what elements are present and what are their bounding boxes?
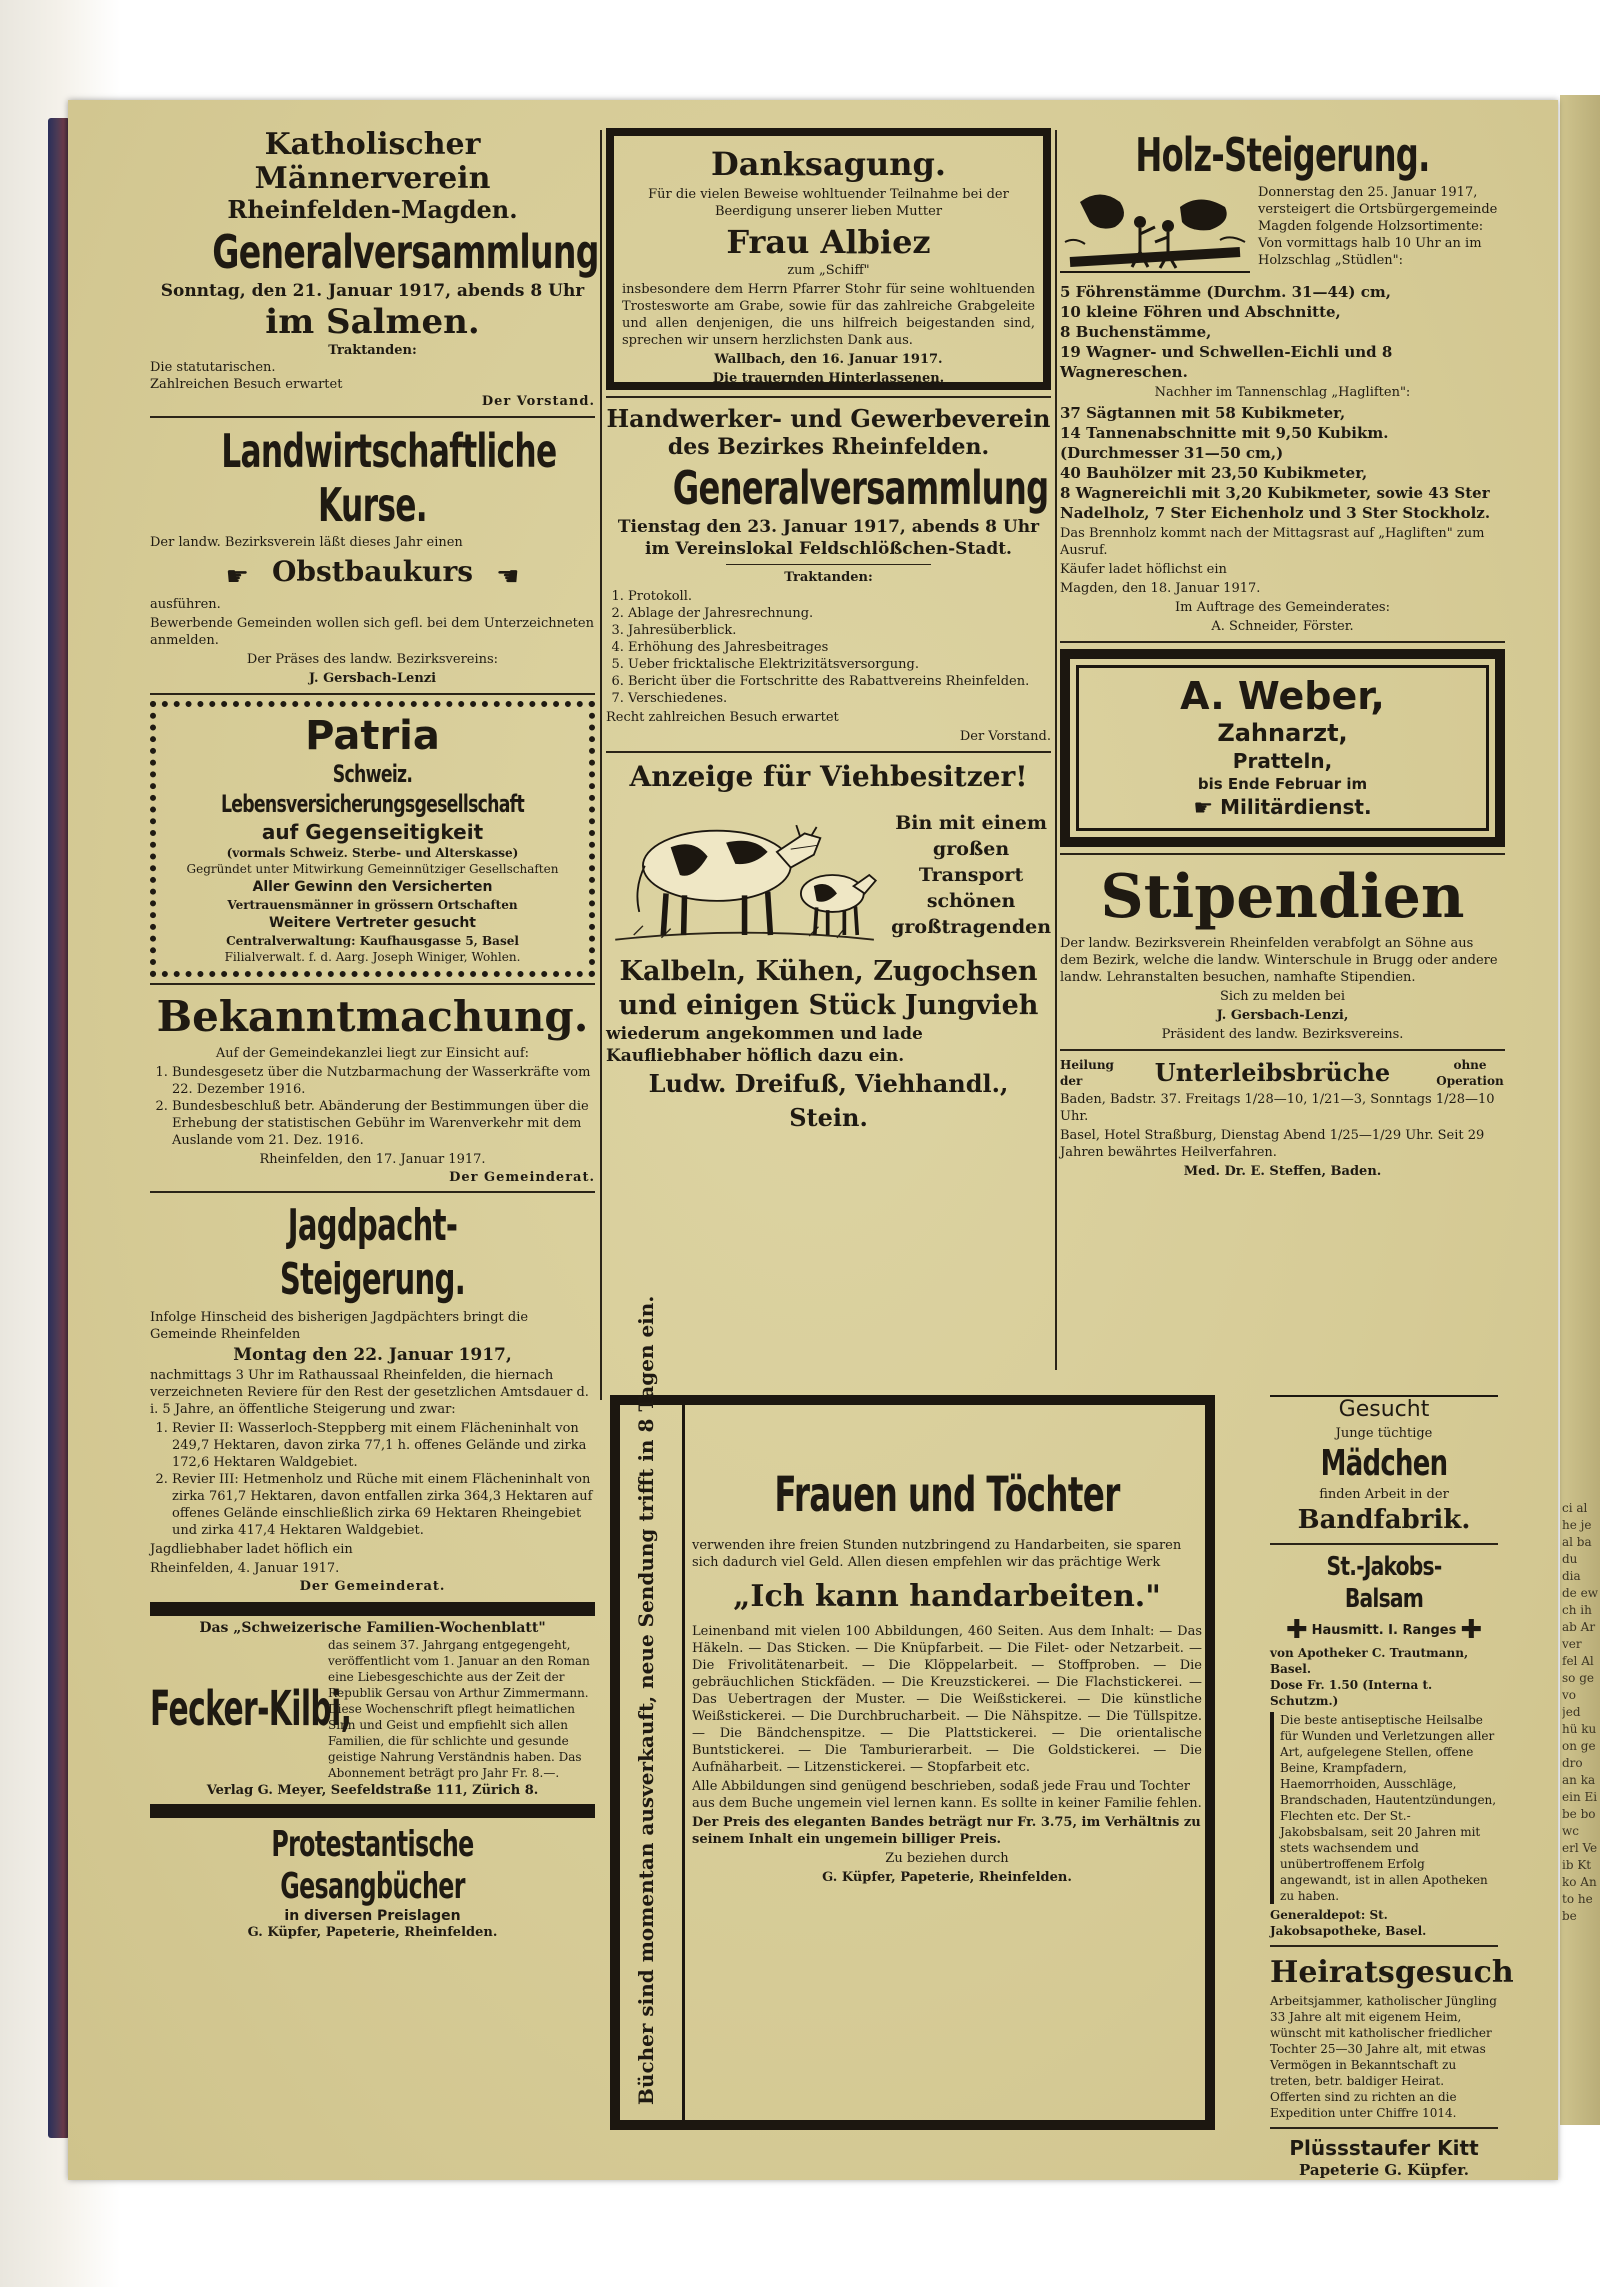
ad-date: Sonntag, den 21. Januar 1917, abends 8 Uhr [160,281,585,301]
basel-hours: Basel, Hotel Straßburg, Dienstag Abend 1/25—1/29 Uhr. Seit 29 Jahren bewährtes Heilverfahren. [1060,1127,1485,1160]
ad-gesucht [1270,1395,1498,1537]
contact-text: Sich zu melden bei [1219,988,1346,1004]
ad-subtitle: Rheinfelden-Magden. [227,195,518,224]
ad-katholischer-maennerverein [150,127,599,410]
ad-heading: Generalversammlung [212,225,599,279]
ad-heading: Stipendien [1100,861,1465,932]
ad-intro: Für die vielen Beweise wohltuender Teilnahme bei der Beerdigung unserer lieben Mutter [648,187,1009,219]
ad-tail: Jagdliebhaber ladet höflich ein [150,1541,353,1557]
ad-body: Die beste antiseptische Heilsalbe für Wunden und Verletzungen aller Art, aufgelegene Stellen, offene Beine, Krampfadern, Haemorrhoiden, Ausschläge, Brandschaden, Hautentzündungen, Flechten etc. Der St.-Jakobsbalsam, seit 20 Jahren mit stets wachsendem und unübertroffenem Erfolg angewandt, ist in allen Apotheken zu haben. [1270,1712,1498,1904]
ad-heading: Plüssstaufer Kitt [1289,2136,1479,2160]
ad-heiratsgesuch [1270,1953,1514,2121]
signature: Med. Dr. E. Steffen, Baden. [1183,1163,1382,1179]
dentist-name: A. Weber, [1180,674,1385,718]
ad-patria [150,701,595,977]
ad-text: das seinem 37. Jahrgang entgegengeht, veröffentlicht vom 1. Januar an den Roman eine Liebesgeschichte aus der Zeit der Republik Gersau von Arthur Zimmermann. Diese Wochenschrift pflegt heimatlichen Sinn und Geist und empfiehlt sich allen Familien, die für schlichte und gesunde geistige Nahrung Verständnis haben. Das Abonnement beträgt pro Jahr Fr. 8.—. [328,1637,590,1780]
ad-text-1: ausführen. [150,596,221,612]
ad-subtitle: des Bezirkes Rheinfelden. [667,434,990,460]
pointing-hand-left-icon: ☚ [496,561,520,592]
ad-danksagung [606,128,1051,390]
ad-intro: verwenden ihre freien Stunden nutzbringend zu Handarbeiten, sie sparen sich dadurch viel Geld. Allen diesen empfehlen wir das prächtige Werk [692,1538,1182,1570]
ad-kitt [1270,2135,1498,2179]
ad-date: Tienstag den 23. Januar 1917, abends 8 Uhr [617,517,1040,537]
signature-title: Präsident des landw. Bezirksvereins. [1161,1026,1404,1042]
ad-body: insbesondere dem Herrn Pfarrer Stohr für seine wohltuenden Trostesworte am Grabe, sowie für das zahlreiche Grabgeleite und allen denjenigen, die uns hilfreich beigestanden sind, sprechen wir unsern herzlichsten Dank aus. [622,282,1035,348]
agenda-item: 2. Ablage der Jahresrechnung. [628,605,1051,622]
ad-intro: Auf der Gemeindekanzlei liegt zur Einsicht auf: [215,1045,530,1061]
dentist-job: Zahnarzt, [1217,719,1348,747]
course-name: Obstbaukurs [271,555,474,588]
pointing-hand-icon: ☛ [225,561,249,592]
deceased-name: Frau Albiez [726,223,931,261]
ad-bekanntmachung [150,991,595,1185]
ad-body: nachmittags 3 Uhr im Rathaussaal Rheinfelden, die hiernach verzeichneten Reviere für den Rest der gesetzlichen Amtsdauer d. i. 5 Jahre, an öffentliche Steigerung und zwar: [150,1367,589,1417]
ad-heading: Anzeige für Viehbesitzer! [629,760,1028,793]
ad-weber [1060,649,1505,847]
signature: Der Gemeinderat. [299,1578,446,1594]
ad-body: Der landw. Bezirksverein Rheinfelden verabfolgt an Söhne aus dem Bezirk, welche die landw. Winterschule in Brugg oder andere landw. Lehranstalten besuchen, namhafte Stipendien. [1060,935,1498,985]
ad-text-3: Der Präses des landw. Bezirksvereins: [246,651,499,667]
ad-side-text: Bin mit einem großen Transport schönen großtragenden [891,812,1052,938]
ad-heading: Generalversammlung [672,461,1049,515]
book-title: „Ich kann handarbeiten." [733,1579,1161,1614]
ad-date: Rheinfelden, den 17. Januar 1917. [259,1151,486,1167]
cross-icon: ✚ [1285,1615,1308,1645]
cattle-illustration [606,795,883,955]
agenda-label: Traktanden: [784,570,873,585]
baden-hours: Baden, Badstr. 37. Freitags 1/28—10, 1/21—3, Sonntags 1/28—10 Uhr. [1060,1091,1495,1124]
signature: Der Gemeinderat. [449,1169,595,1185]
ad-heading: Gesucht [1338,1397,1430,1422]
agenda-item: 3. Jahresüberblick. [628,622,1051,639]
publisher: Verlag G. Meyer, Seefeldstraße 111, Zürich 8. [206,1782,539,1798]
agenda-label: Traktanden: [328,343,417,358]
revier-item-2: 2. Revier III: Hetmenholz und Rüche mit einem Flächeninhalt von zirka 761,7 Hektaren, davon entfallen zirka 364,3 Hektaren auf offenes Gelände einschließlich zirka 69 Hektaren Rheingebiet und zirka 417,4 Hektaren Waldgebiet. [172,1471,595,1539]
agenda-item: 4. Erhöhung des Jahresbeitrages [628,639,1051,656]
woodcutters-illustration [1060,182,1250,282]
ad-intro: Donnerstag den 25. Januar 1917, versteigert die Ortsbürgergemeinde Magden folgende Holzsortimente: Von vormittags halb 10 Uhr an im Holzschlag „Stüdlen": [1258,185,1498,268]
lot-line: 10 kleine Föhren und Abschnitte, [1060,303,1341,321]
signature: J. Gersbach-Lenzi, [1216,1007,1349,1023]
ad-gesangbuecher [150,1824,595,1941]
dentist-until: bis Ende Februar im [1197,775,1368,793]
ad-place: im Salmen. [265,302,480,342]
ad-heading: Frauen und Töchter [774,1467,1120,1523]
patria-line-5: Aller Gewinn den Versicherten [252,878,493,895]
notice-item-2: 2. Bundesbeschluß betr. Abänderung der Bestimmungen über die Erhebung der statistischen Gebühr im Warenverkehr mit dem Auslande vom 21. Dez. 1916. [172,1098,595,1149]
patria-line-1: Schweiz. Lebensversicherungsgesellschaft [220,759,525,818]
signature: Der Vorstand. [481,394,595,409]
lot-line: 19 Wagner- und Schwellen-Eichli und 8 Wagnereschen. [1060,343,1393,381]
ad-holz-steigerung [1060,128,1505,635]
book-spine [48,118,70,2138]
ad-place: Rheinfelden, 4. Januar 1917. [150,1560,340,1576]
ad-line-1: Junge tüchtige [1335,1426,1433,1441]
ad-big: Mädchen [1320,1443,1448,1484]
column-rule-1 [600,130,602,1400]
ad-intro: Infolge Hinscheid des bisherigen Jagdpächters bringt die Gemeinde Rheinfelden [150,1309,529,1342]
ad-line: Hausmitt. I. Ranges [1311,1622,1457,1638]
dentist-place: Pratteln, [1232,749,1333,773]
patria-line-3: (vormals Schweiz. Sterbe- und Alterskasse) [226,845,519,860]
ad-right-label: ohne Operation [1436,1057,1504,1088]
ad-price: Der Preis des eleganten Bandes beträgt nur Fr. 3.75, im Verhältnis zu seinem Inhalt ein ungemein billiger Preis. [692,1815,1201,1847]
column-1 [150,127,599,1941]
ad-title: Handwerker- und Gewerbeverein [606,404,1051,433]
ad-heading: St.-Jakobs-Balsam [1326,1552,1442,1614]
agenda-list [628,588,1051,707]
dentist-service: Militärdienst. [1220,795,1372,819]
agenda-item: 1. Protokoll. [628,588,1051,605]
ad-date: Magden, den 18. Januar 1917. [1060,581,1261,596]
seller: G. Küpfer, Papeterie, Rheinfelden. [822,1870,1072,1885]
revier-item-1: 1. Revier II: Wasserloch-Steppberg mit einem Flächeninhalt von 249,7 Hektaren, davon zirka 77,1 h. offenes Gelände und zirka 172,6 Hektaren Waldgebiet. [172,1420,595,1471]
ad-note: Alle Abbildungen sind genügend beschrieben, sodaß jede Frau und Tochter aus dem Buche ungemein viel lernen kann. Es sollte in keiner Familie fehlen. [692,1779,1202,1811]
black-bar-2 [150,1804,595,1818]
column-2 [606,128,1051,1135]
ad-heading: Holz-Steigerung. [1135,128,1430,182]
invite-text: Recht zahlreichen Besuch erwartet [606,710,839,725]
ad-heading: Heiratsgesuch [1270,1955,1514,1990]
ad-title: Fecker-Kilbi, [150,1680,352,1737]
ad-big-text: Kalbeln, Kühen, Zugochsen und einigen Stück Jungvieh [618,956,1039,1021]
column-rule-2 [1055,130,1057,1370]
maker: von Apotheker C. Trautmann, Basel. [1270,1646,1469,1676]
authority: Im Auftrage des Gemeinderates: [1175,600,1390,615]
ad-firm: Bandfabrik. [1297,1505,1471,1535]
patria-line-8: Centralverwaltung: Kaufhausgasse 5, Basel [226,933,519,948]
invite-text: Zahlreichen Besuch erwartet [150,377,343,392]
ad-body: Arbeitsjammer, katholischer Jüngling 33 Jahre alt mit eigenem Heim, wünscht mit katholischer friedlicher Tochter 25—30 Jahre alt, mit etwas Vermögen in Bekanntschaft zu treten, betr. baldiger Heirat. Offerten sind zu richten an die Expedition unter Chiffre 1014. [1270,1994,1497,2120]
ad-side-banner: Bücher sind momentan ausverkauft, neue Sendung trifft in 8 Tagen ein. [634,1295,658,2105]
agenda-text: Die statutarischen. [150,360,276,375]
ad-text: Das Brennholz kommt nach der Mittagsrast auf „Hagliften" zum Ausruf. [1060,526,1485,558]
lot-line: 37 Sägtannen mit 58 Kubikmeter, [1060,404,1346,422]
ad-title: Katholischer Männerverein [254,127,491,196]
signature: Die trauernden Hinterlassenen. [712,371,945,386]
lot-line: 40 Bauhölzer mit 23,50 Kubikmeter, [1060,464,1368,482]
patria-line-4: Gegründet unter Mitwirkung Gemeinnütziger Gesellschaften [186,861,559,876]
ad-body: Leinenband mit vielen 100 Abbildungen, 460 Seiten. Aus dem Inhalt: — Das Häkeln. — Das Sticken. — Die Knüpfarbeit. — Die Filet- oder Netzarbeit. — Die Frivolitätenarbeit. — Die Klöppelarbeit. — Stoffproben. — Die gebräuchlichen Stickfäden. — Die Kreuzstickerei. — Die Flachstickerei. — Das Uebertragen der Muster. — Die Weißstickerei. — Die künstliche Weißstickerei. — Die Durchbrucharbeit. — Die Nähspitze. — Die Tüllspitze. — Die Bändchenspitze. — Die Plattstickerei. — Die orientalische Buntstickerei. — Die Tamburierarbeit. — Die Goldstickerei. — Die Aufnäharbeit. — Litzenstickerei. — Stopfarbeit etc. [692,1624,1202,1775]
ad-heading: Bekanntmachung. [156,991,589,1041]
signature: J. Gersbach-Lenzi [308,670,437,686]
ad-heading: Protestantische Gesangbücher [271,1823,474,1907]
patria-line-2: auf Gegenseitigkeit [261,819,484,844]
invite-text: Käufer ladet höflichst ein [1060,562,1227,577]
ad-text: wiederum angekommen und lade Kaufliebhaber höflich dazu ein. [606,1024,923,1066]
ad-line: in diversen Preislagen [284,1907,461,1924]
signature: Der Vorstand. [959,729,1051,744]
ad-landwirtschaftliche-kurse [150,424,595,687]
ad-stipendien [1060,861,1505,1043]
ad-viehbesitzer [606,759,1051,1135]
ad-heading: Landwirtschaftliche Kurse. [221,424,557,532]
column-3 [1060,128,1505,1182]
signature: A. Schneider, Förster. [1211,619,1354,634]
depot: Generaldepot: St. Jakobsapotheke, Basel. [1270,1908,1427,1938]
seller: Papeterie G. Küpfer. [1298,2161,1470,2179]
notice-item-1: 1. Bundesgesetz über die Nutzbarmachung der Wasserkräfte vom 22. Dezember 1916. [172,1064,595,1098]
patria-line-9: Filialverwalt. f. d. Aarg. Joseph Winiger, Wohlen. [224,949,521,964]
lot-line: 8 Wagnereichli mit 3,20 Kubikmeter, sowie 43 Ster Nadelholz, 7 Ster Eichenholz und 3 Ster Stockholz. [1060,484,1491,522]
agenda-item: 6. Bericht über die Fortschritte des Rabattvereins Rheinfelden. [628,673,1051,690]
patria-line-6: Vertrauensmänner in grössern Ortschaften [227,897,518,912]
lot-line: 14 Tannenabschnitte mit 9,50 Kubikm. (Durchmesser 31—50 cm,) [1060,424,1389,462]
price: Dose Fr. 1.50 (Interna t. Schutzm.) [1270,1678,1433,1708]
lot-line: 5 Föhrenstämme (Durchm. 31—44) cm, [1060,283,1391,301]
ad-unterleibsbrueche [1060,1057,1505,1180]
lot-line: 8 Buchenstämme, [1060,323,1212,341]
agenda-item: 7. Verschiedenes. [628,690,1051,707]
ad-intro: Der landw. Bezirksverein läßt dieses Jahr einen [150,535,463,550]
ad-jagdpacht [150,1199,595,1594]
seller: G. Küpfer, Papeterie, Rheinfelden. [247,1924,498,1940]
ad-bar-text: Das „Schweizerische Familien-Wochenblatt" [199,1619,546,1636]
ad-fecker-kilbi [150,1620,595,1798]
ad-heading: Danksagung. [710,145,947,183]
signature: Ludw. Dreifuß, Viehhandl., Stein. [648,1069,1009,1132]
right-bottom-column [1270,1395,1514,2179]
pointing-hand-icon: ☛ [1193,795,1214,821]
ad-text-2: Bewerbende Gemeinden wollen sich gefl. bei dem Unterzeichneten anmelden. [150,615,594,648]
facing-page-text: ci al he je al ba du dia de ew ch ih ab Ar ver fel Al so ge vo jed hü ku on ge dro an ka ein Ei be bo wc erl Ve ib Kt ko An to he be [1562,1501,1598,1923]
ad-date: Wallbach, den 16. Januar 1917. [714,352,943,367]
ad-st-jakobs-balsam [1270,1551,1498,1939]
ad-place: im Vereinslokal Feldschlößchen-Stadt. [645,539,1012,559]
ad-heading: Unterleibsbrüche [1154,1058,1391,1087]
ad-line-2: finden Arbeit in der [1319,1487,1449,1502]
auction-date: Montag den 22. Januar 1917, [233,1344,512,1365]
agenda-item: 5. Ueber fricktalische Elektrizitätsversorgung. [628,656,1051,673]
ad-left-label: Heilung der [1060,1057,1114,1088]
ad-gewerbeverein [606,404,1051,745]
ad-mid: Nachher im Tannenschlag „Hagliften": [1154,385,1411,400]
black-bar [150,1602,595,1616]
ad-frauen-und-toechter [610,1295,1215,2130]
company-name: Patria [305,712,440,759]
ad-heading: Jagdpacht-Steigerung. [279,1199,466,1305]
order-text: Zu beziehen durch [885,1851,1009,1866]
patria-line-7: Weitere Vertreter gesucht [269,914,476,931]
cross-icon: ✚ [1460,1615,1483,1645]
house-name: zum „Schiff" [787,263,870,278]
